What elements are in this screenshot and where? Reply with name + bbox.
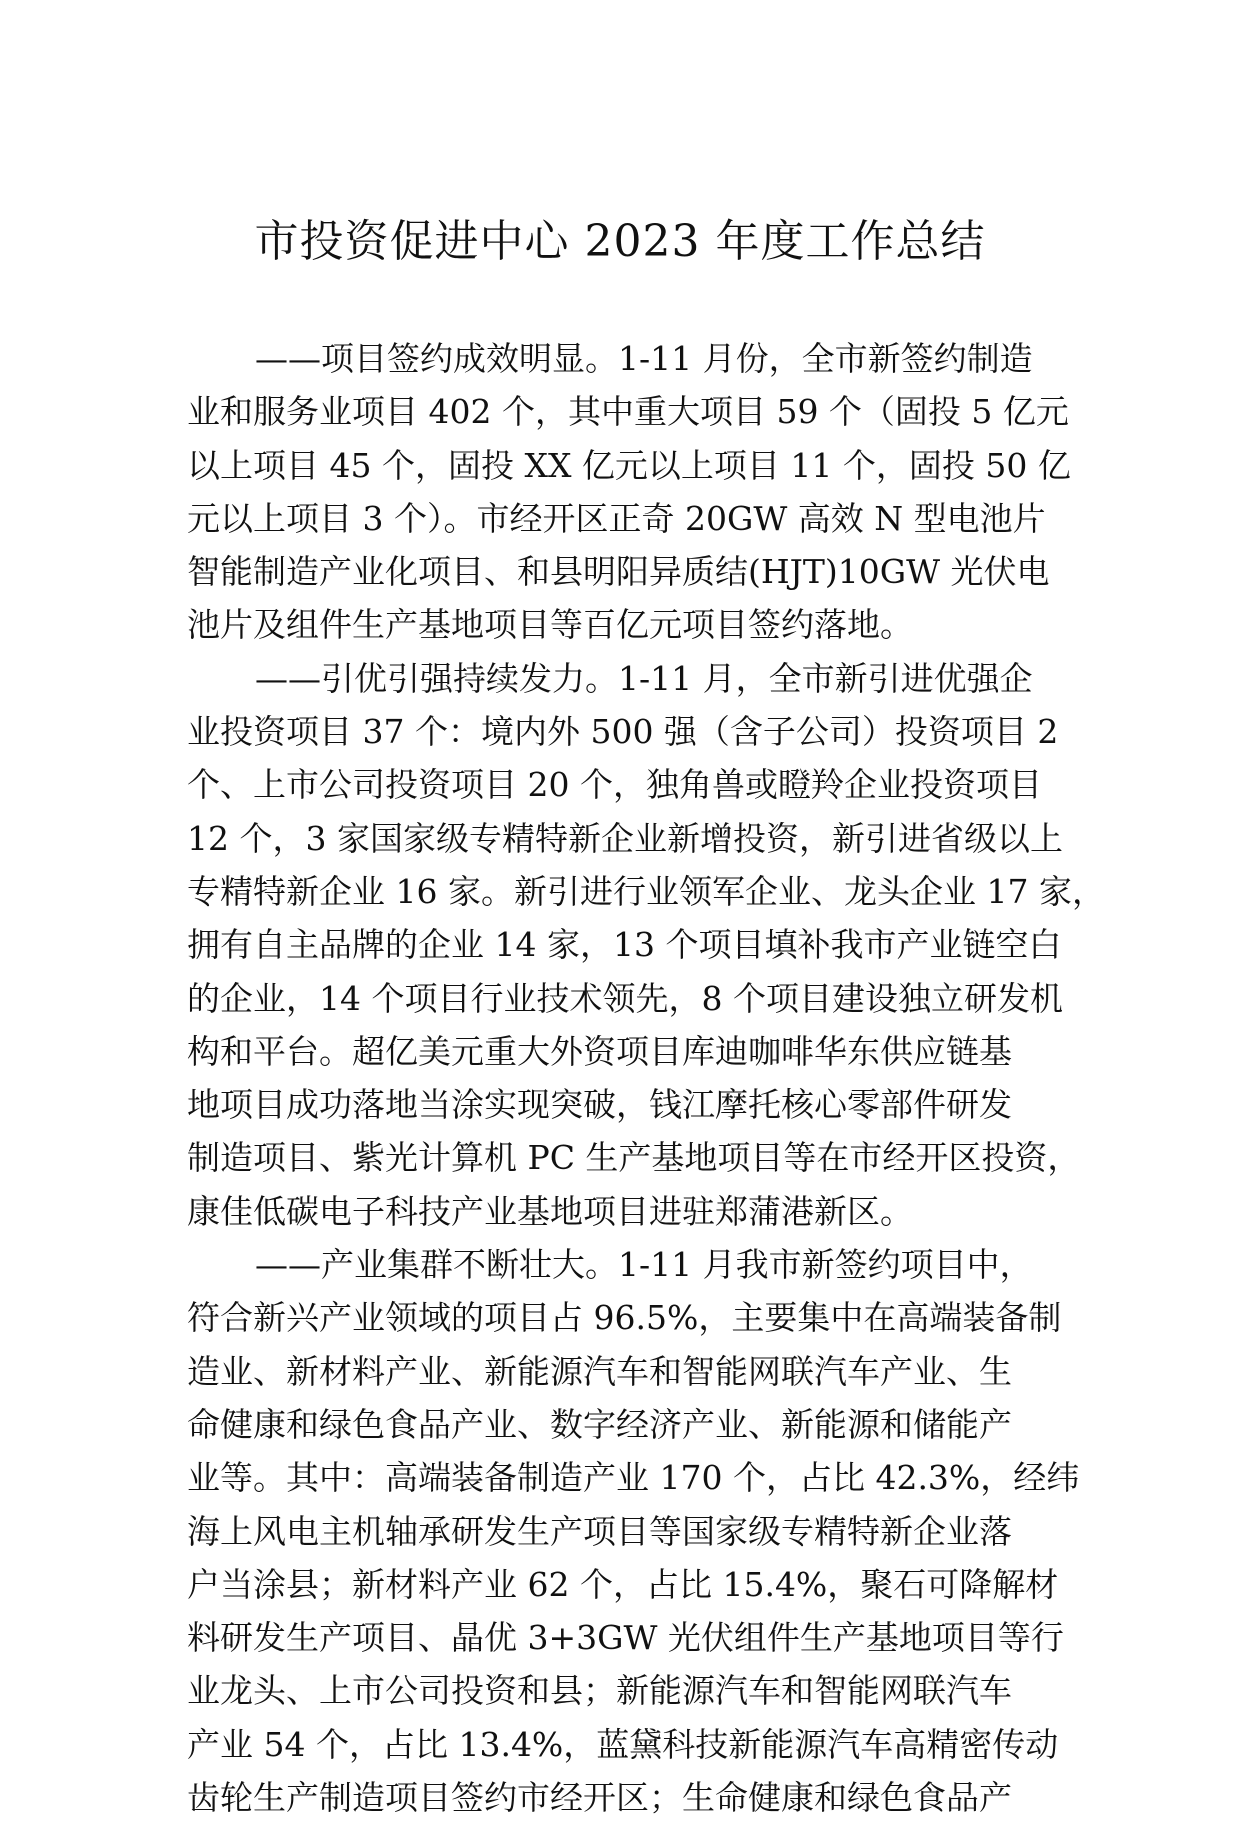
paragraph-attract-strong-firms xyxy=(187,652,1105,1238)
document-body xyxy=(187,332,1105,1824)
paragraph-line: 池片及组件生产基地项目等百亿元项目签约落地。 xyxy=(187,605,913,645)
document-title: 市投资促进中心 2023 年度工作总结 xyxy=(254,216,986,267)
paragraph-line: 的企业，14 个项目行业技术领先，8 个项目建设独立研发机 xyxy=(187,978,1063,1018)
paragraph-line: 12 个，3 家国家级专精特新企业新增投资，新引进省级以上 xyxy=(187,818,1063,858)
paragraph-line: ——引优引强持续发力。1-11 月，全市新引进优强企 xyxy=(255,658,1033,698)
paragraph-line: ——产业集群不断壮大。1-11 月我市新签约项目中， xyxy=(255,1245,1033,1285)
paragraph-line: 海上风电主机轴承研发生产项目等国家级专精特新企业落 xyxy=(187,1511,1012,1551)
paragraph-line: 造业、新材料产业、新能源汽车和智能网联汽车产业、生 xyxy=(187,1351,1012,1391)
paragraph-line: 专精特新企业 16 家。新引进行业领军企业、龙头企业 17 家， xyxy=(187,871,1105,911)
paragraph-project-signing xyxy=(187,332,1071,652)
paragraph-line: 康佳低碳电子科技产业基地项目进驻郑蒲港新区。 xyxy=(187,1191,913,1231)
paragraph-line: 元以上项目 3 个）。市经开区正奇 20GW 高效 N 型电池片 xyxy=(187,498,1046,538)
paragraph-line: 拥有自主品牌的企业 14 家，13 个项目填补我市产业链空白 xyxy=(187,925,1062,965)
paragraph-line: ——项目签约成效明显。1-11 月份，全市新签约制造 xyxy=(255,339,1033,378)
paragraph-line: 命健康和绿色食品产业、数字经济产业、新能源和储能产 xyxy=(187,1404,1012,1444)
paragraph-line: 个、上市公司投资项目 20 个，独角兽或瞪羚企业投资项目 xyxy=(187,765,1042,805)
paragraph-line: 料研发生产项目、晶优 3+3GW 光伏组件生产基地项目等行 xyxy=(187,1618,1064,1658)
paragraph-line: 产业 54 个，占比 13.4%，蓝黛科技新能源汽车高精密传动 xyxy=(187,1724,1059,1764)
paragraph-line: 业等。其中：高端装备制造产业 170 个，占比 42.3%，经纬 xyxy=(187,1458,1080,1498)
paragraph-line: 地项目成功落地当涂实现突破，钱江摩托核心零部件研发 xyxy=(187,1085,1012,1125)
paragraph-line: 业龙头、上市公司投资和县；新能源汽车和智能网联汽车 xyxy=(187,1671,1012,1711)
paragraph-line: 符合新兴产业领域的项目占 96.5%，主要集中在高端装备制 xyxy=(187,1298,1062,1338)
paragraph-industry-clusters xyxy=(187,1238,1080,1824)
paragraph-line: 业和服务业项目 402 个，其中重大项目 59 个（固投 5 亿元 xyxy=(187,392,1069,432)
paragraph-line: 业投资项目 37 个：境内外 500 强（含子公司）投资项目 2 xyxy=(187,712,1059,752)
paragraph-line: 智能制造产业化项目、和县明阳异质结(HJT)10GW 光伏电 xyxy=(187,552,1050,592)
paragraph-line: 制造项目、紫光计算机 PC 生产基地项目等在市经开区投资， xyxy=(187,1138,1081,1178)
paragraph-line: 齿轮生产制造项目签约市经开区；生命健康和绿色食品产 xyxy=(187,1778,1012,1818)
paragraph-line: 以上项目 45 个，固投 XX 亿元以上项目 11 个，固投 50 亿 xyxy=(187,445,1071,485)
paragraph-line: 构和平台。超亿美元重大外资项目库迪咖啡华东供应链基 xyxy=(187,1031,1012,1071)
paragraph-line: 户当涂县；新材料产业 62 个，占比 15.4%，聚石可降解材 xyxy=(187,1564,1059,1604)
